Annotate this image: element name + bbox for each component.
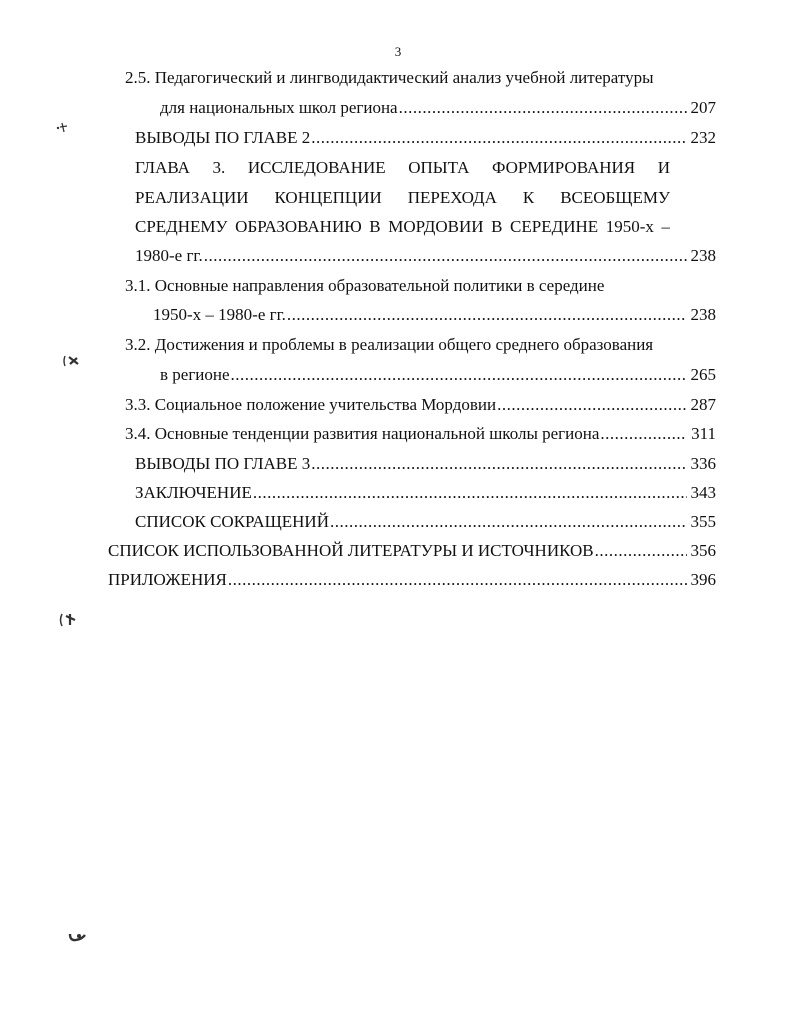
toc-entry-3-3 [125,393,716,417]
toc-entry-3-2-line2 [160,363,716,387]
toc-entry-references-page: 356 [690,541,716,560]
leader-dots [330,510,687,534]
toc-entry-conclusion-page: 343 [690,483,716,502]
leader-dots [228,568,687,592]
scan-mark [58,612,80,632]
leader-dots [399,96,687,120]
toc-entry-3-1-line1 [125,274,685,298]
toc-entry-chapter-3-title-part3: СРЕДНЕМУ ОБРАЗОВАНИЮ В МОРДОВИИ В СЕРЕДИНЕ 1950-х – [135,217,670,236]
toc-entry-3-1-title-part2: 1950-х – 1980-е гг. [153,305,286,324]
leader-dots [595,539,687,563]
toc-entry-conclusion-title: ЗАКЛЮЧЕНИЕ [135,483,252,502]
toc-entry-chapter-3-line3 [135,215,670,239]
toc-entry-chapter-3-title-part1: ГЛАВА 3. ИССЛЕДОВАНИЕ ОПЫТА ФОРМИРОВАНИЯ И [135,158,670,177]
scan-mark-icon [62,354,84,368]
toc-entry-3-1-page: 238 [690,305,716,324]
toc-entry-abbreviations-title: СПИСОК СОКРАЩЕНИЙ [135,512,329,531]
toc-entry-3-3-title: 3.3. Социальное положение учительства Мордовии [125,395,497,414]
toc-entry-3-2-line1 [125,333,685,357]
toc-entry-3-3-page: 287 [690,395,716,414]
toc-entry-3-1-title-part1: 3.1. Основные направления образовательной политики в середине [125,276,605,295]
leader-dots [497,393,686,417]
scan-mark-icon [52,120,72,134]
leader-dots [287,303,687,327]
toc-entry-conclusion [135,481,716,505]
toc-entry-conclusions-3-title: ВЫВОДЫ ПО ГЛАВЕ 3 [135,454,311,473]
toc-entry-appendices-page: 396 [690,570,716,589]
page-number: 3 [394,44,402,59]
toc-entry-2-5-page: 207 [690,98,716,117]
toc-entry-3-2-title-part1: 3.2. Достижения и проблемы в реализации общего среднего образования [125,335,654,354]
toc-entry-chapter-3-line2 [135,186,670,210]
toc-entry-references [108,539,716,563]
toc-entry-conclusions-2-page: 232 [690,128,716,147]
leader-dots [253,481,687,505]
toc-entry-conclusions-2-title: ВЫВОДЫ ПО ГЛАВЕ 2 [135,128,311,147]
toc-entry-2-5-line2 [160,96,716,120]
toc-entry-chapter-3-line1 [135,156,670,180]
scan-mark [62,354,84,372]
scan-mark [52,120,72,138]
toc-entry-2-5-title-part2: для национальных школ региона [160,98,398,117]
toc-entry-chapter-3-title-part2: РЕАЛИЗАЦИИ КОНЦЕПЦИИ ПЕРЕХОДА К ВСЕОБЩЕМУ [135,188,670,207]
toc-entry-appendices-title: ПРИЛОЖЕНИЯ [108,570,227,589]
scan-mark-icon [58,612,80,628]
toc-entry-3-1-line2 [153,303,716,327]
toc-entry-3-4-title: 3.4. Основные тенденции развития национальной школы региона [125,424,600,443]
toc-entry-references-title: СПИСОК ИСПОЛЬЗОВАННОЙ ЛИТЕРАТУРЫ И ИСТОЧНИКОВ [108,541,594,560]
scan-mark [68,930,88,948]
toc-entry-3-4-page: 311 [691,424,716,443]
toc-entry-conclusions-3-page: 336 [690,454,716,473]
leader-dots [204,244,687,268]
toc-entry-conclusions-3 [135,452,716,476]
toc-entry-abbreviations-page: 355 [690,512,716,531]
toc-entry-chapter-3-line4 [135,244,716,268]
toc-entry-appendices [108,568,716,592]
toc-entry-2-5-line1 [125,66,685,90]
toc-entry-3-2-page: 265 [690,365,716,384]
leader-dots [311,452,686,476]
toc-entry-2-5-title-part1: 2.5. Педагогический и лингводидактический анализ учебной литературы [125,68,654,87]
leader-dots [311,126,686,150]
toc-entry-3-4 [125,422,716,446]
toc-entry-chapter-3-title-part4: 1980-е гг. [135,246,203,265]
leader-dots [600,422,687,446]
toc-entry-3-2-title-part2: в регионе [160,365,230,384]
toc-entry-abbreviations [135,510,716,534]
toc-entry-conclusions-2 [135,126,716,150]
leader-dots [231,363,687,387]
toc-entry-chapter-3-page: 238 [690,246,716,265]
scan-mark-icon [68,930,88,944]
